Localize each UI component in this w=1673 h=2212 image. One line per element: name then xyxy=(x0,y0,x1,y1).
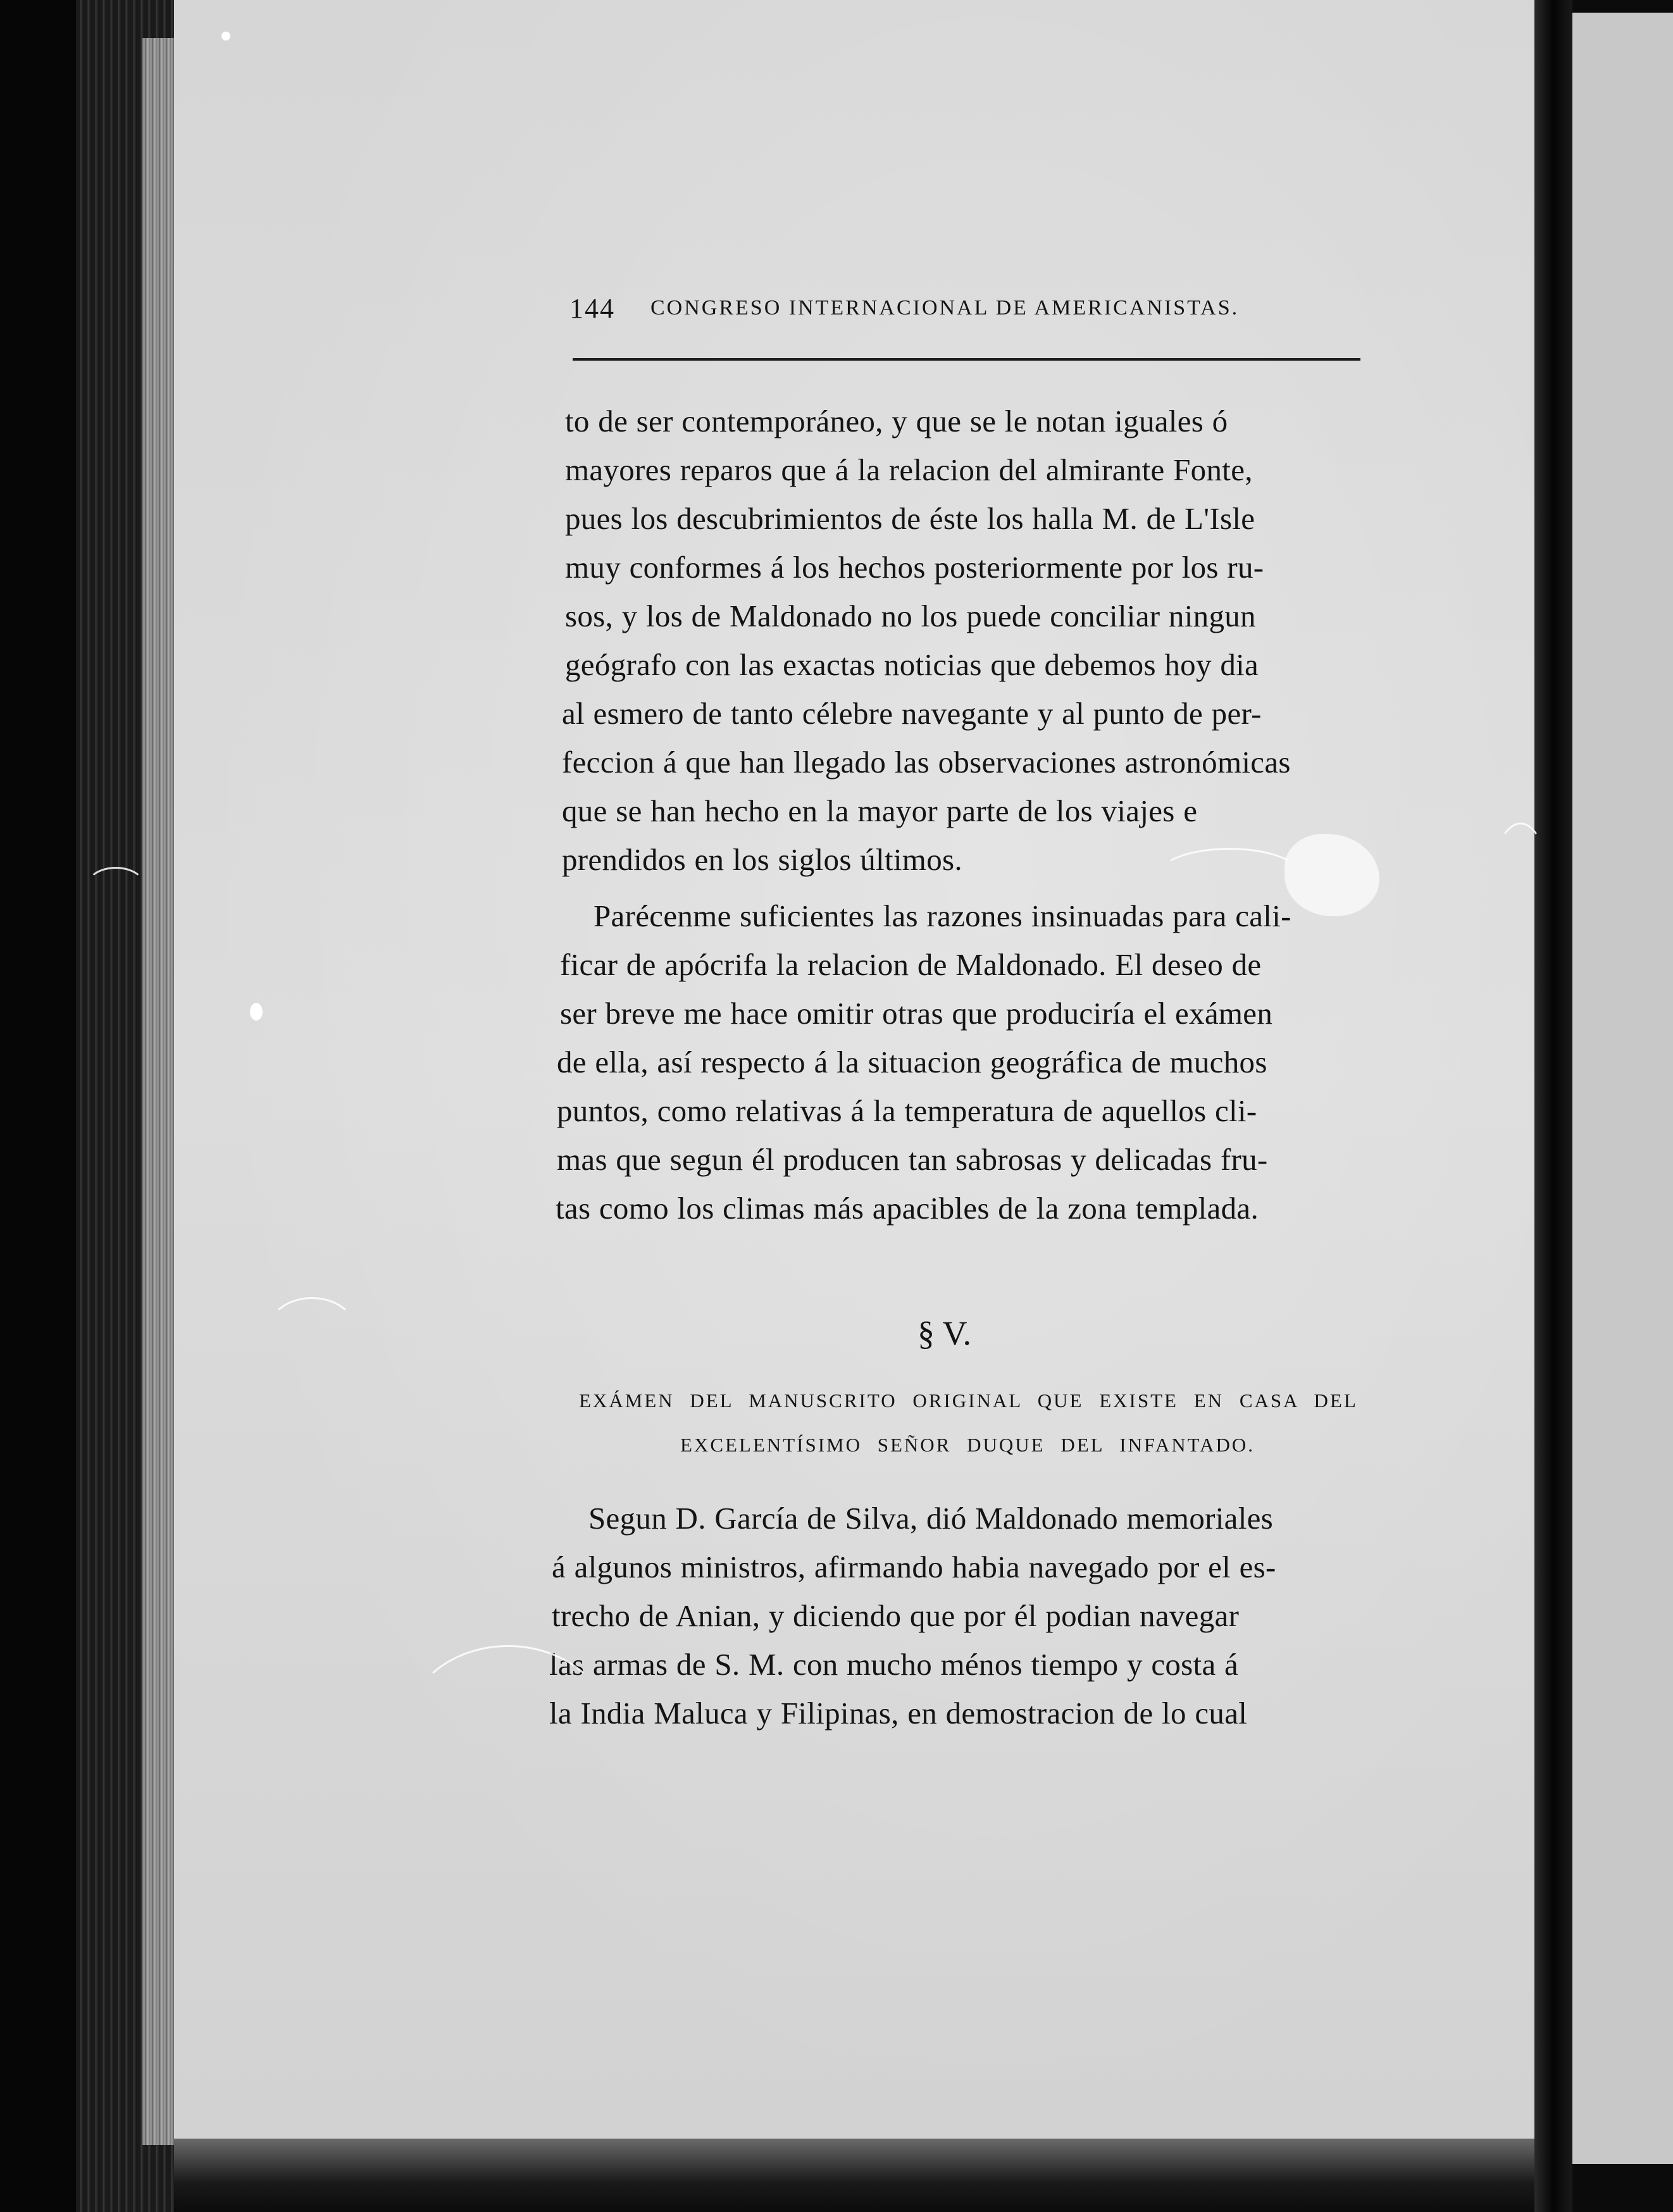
text-line: mas que segun él producen tan sabrosas y delicadas fru- xyxy=(557,1142,1268,1177)
facing-page-edge xyxy=(1572,13,1673,2164)
page-number: 144 xyxy=(569,293,615,324)
text-line: Segun D. García de Silva, dió Maldonado memoriales xyxy=(588,1501,1274,1536)
text-line: de ella, así respecto á la situacion geográfica de muchos xyxy=(557,1045,1267,1079)
text-line: trecho de Anian, y diciendo que por él podian navegar xyxy=(552,1598,1240,1633)
header-rule xyxy=(573,358,1360,361)
text-line: prendidos en los siglos últimos. xyxy=(562,842,962,877)
text-line: ser breve me hace omitir otras que produciría el exámen xyxy=(560,996,1273,1031)
text-line: muy conformes á los hechos posteriormente por los ru- xyxy=(565,550,1264,585)
text-line: á algunos ministros, afirmando habia navegado por el es- xyxy=(552,1550,1276,1584)
dust-speck xyxy=(221,32,230,40)
text-line: al esmero de tanto célebre navegante y al punto de per- xyxy=(562,696,1262,731)
text-line: tas como los climas más apacibles de la zona templada. xyxy=(556,1191,1259,1226)
dust-speck xyxy=(250,1003,263,1021)
text-line: mayores reparos que á la relacion del almirante Fonte, xyxy=(565,452,1253,487)
scratch-mark xyxy=(85,867,146,909)
book-cover-edge xyxy=(0,0,76,2212)
text-line: pues los descubrimientos de éste los halla M. de L'Isle xyxy=(565,501,1255,536)
scratch-mark xyxy=(266,1297,358,1370)
text-line: to de ser contemporáneo, y que se le notan iguales ó xyxy=(565,404,1228,438)
text-line: feccion á que han llegado las observaciones astronómicas xyxy=(562,745,1291,780)
text-line: sos, y los de Maldonado no los puede conciliar ningun xyxy=(565,599,1256,633)
running-title: CONGRESO INTERNACIONAL DE AMERICANISTAS. xyxy=(650,296,1240,320)
section-heading-line: EXÁMEN DEL MANUSCRITO ORIGINAL QUE EXISTE EN CASA DEL xyxy=(579,1389,1358,1412)
text-line: las armas de S. M. con mucho ménos tiempo y costa á xyxy=(549,1647,1239,1682)
section-mark: § V. xyxy=(917,1314,972,1352)
page-bottom-shadow xyxy=(174,2139,1534,2212)
text-line: Parécenme suficientes las razones insinuadas para cali- xyxy=(594,898,1291,933)
section-heading-line: EXCELENTÍSIMO SEÑOR DUQUE DEL INFANTADO. xyxy=(680,1434,1255,1456)
book-gutter xyxy=(1534,0,1572,2212)
scratch-mark xyxy=(1158,848,1301,902)
scratch-mark xyxy=(405,1645,611,1813)
scratch-mark xyxy=(1493,823,1548,928)
text-line: puntos, como relativas á la temperatura de aquellos cli- xyxy=(557,1093,1257,1128)
text-line: ficar de apócrifa la relacion de Maldonado. El deseo de xyxy=(560,947,1262,982)
text-line: geógrafo con las exactas noticias que debemos hoy dia xyxy=(565,647,1259,682)
text-line: que se han hecho en la mayor parte de los viajes e xyxy=(562,793,1198,828)
text-line: la India Maluca y Filipinas, en demostracion de lo cual xyxy=(549,1696,1248,1730)
running-head xyxy=(569,292,1360,337)
